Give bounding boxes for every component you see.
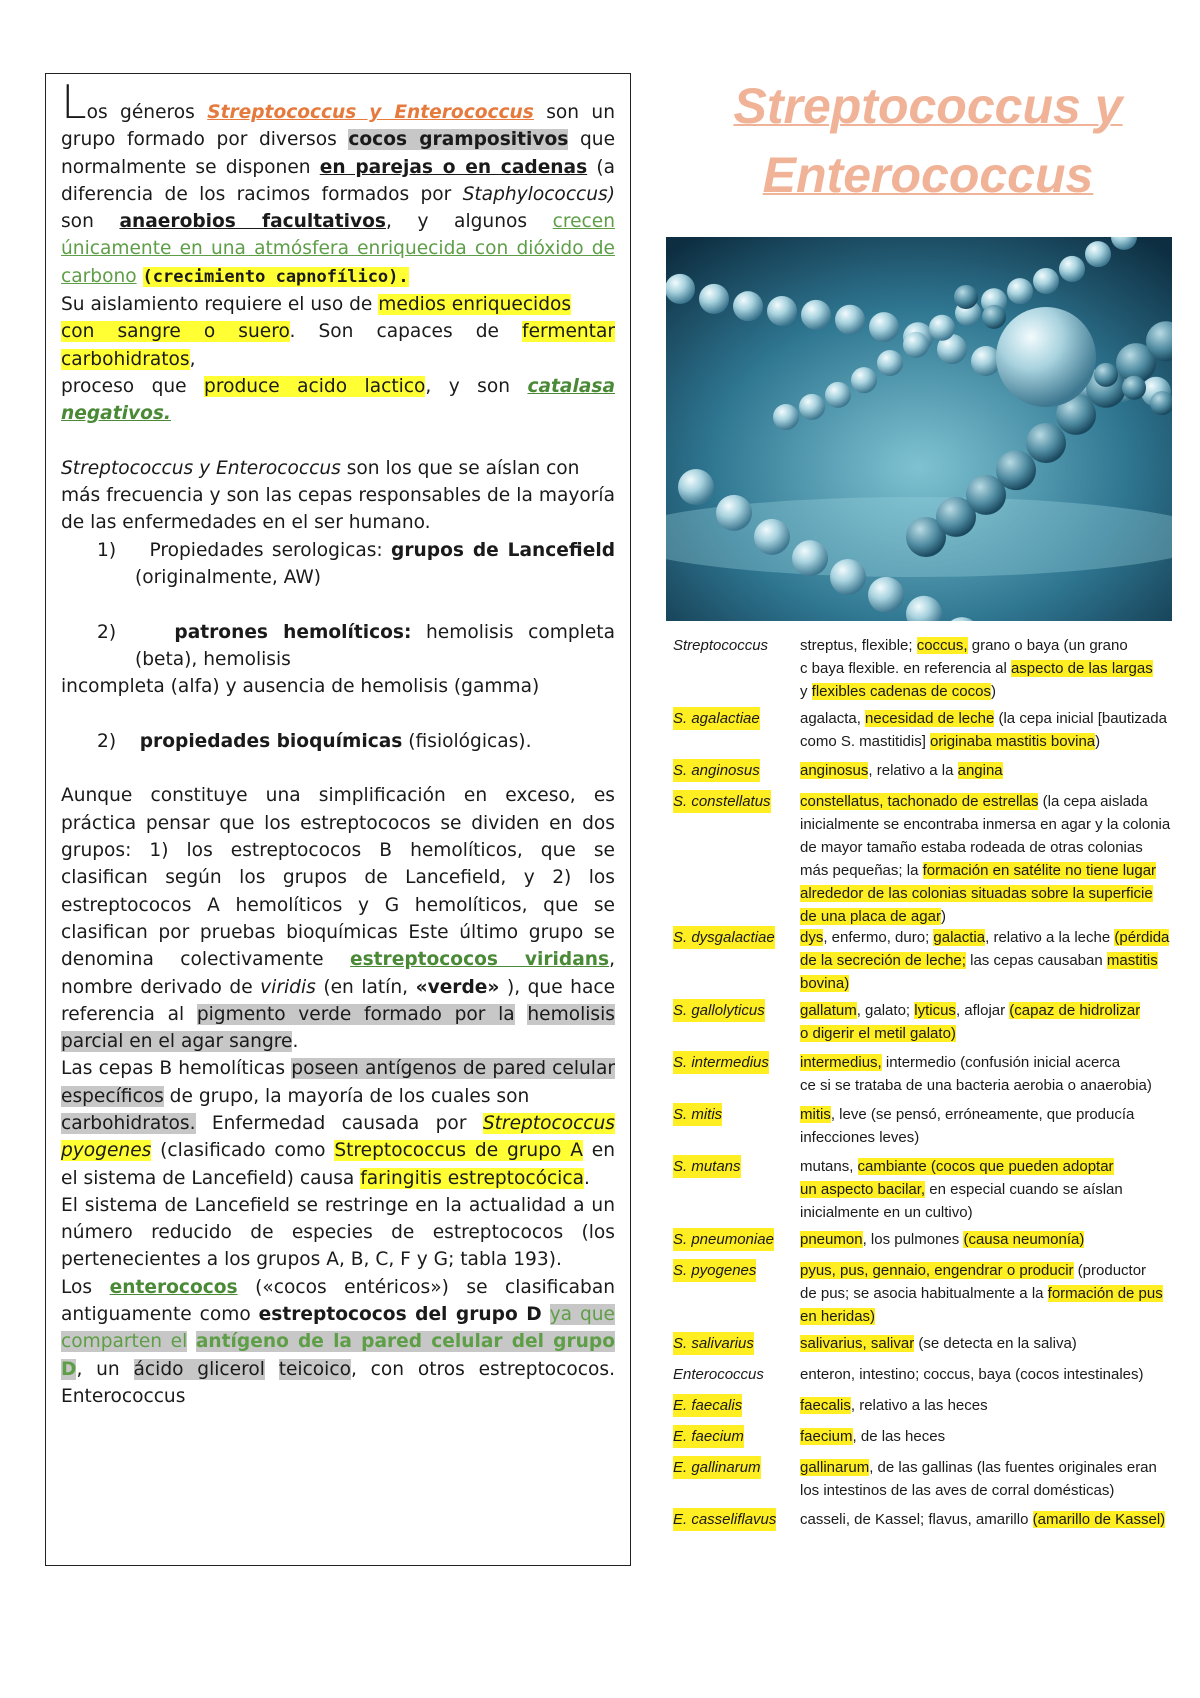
crecen-link[interactable]: crecen únicamente en una atmósfera enriquecida con dióxido de carbono — [61, 211, 616, 287]
species-name: E. gallinarum — [673, 1456, 761, 1479]
coccus-cell — [877, 350, 903, 376]
species-name: E. faecium — [673, 1425, 744, 1448]
coccus-cell — [1059, 256, 1085, 282]
coccus-cell — [825, 382, 851, 408]
definition-line: en heridas) — [800, 1308, 876, 1325]
definition-line: casseli, de Kassel; flavus, amarillo (amarillo de Kassel) — [800, 1511, 1166, 1528]
blank-line — [61, 701, 615, 728]
coccus-cell — [801, 300, 831, 330]
title-line-1: Streptococcus y — [733, 78, 1123, 134]
blank-line — [61, 591, 615, 618]
definition-line: como S. mastitidis] originaba mastitis bovina) — [800, 733, 1101, 750]
text-panel — [45, 73, 631, 1566]
definition-line: y flexibles cadenas de cocos) — [800, 683, 996, 700]
coccus-cell — [1026, 423, 1066, 463]
definition-line: faecium, de las heces — [800, 1428, 946, 1445]
coccus-cell — [954, 285, 978, 309]
page-title — [668, 72, 1188, 210]
definition-line: inicialmente se encontraba inmersa en agar y la colonia — [800, 816, 1171, 833]
species-definition — [800, 1508, 1175, 1531]
species-definition — [800, 1332, 1175, 1355]
coccus-cell — [830, 559, 866, 595]
species-name: S. mitis — [673, 1103, 722, 1126]
definition-line: salivarius, salivar (se detecta en la saliva) — [800, 1335, 1077, 1352]
text-body — [61, 75, 616, 1410]
species-definition — [800, 999, 1175, 1045]
list-item-3: 2) propiedades bioquímicas (fisiológicas). — [97, 730, 532, 752]
catalasa-link[interactable]: catalasa negativos. — [61, 375, 615, 425]
definition-line: infecciones leves) — [800, 1129, 920, 1146]
species-definition — [800, 926, 1175, 995]
blank-line — [61, 428, 615, 455]
species-name: S. anginosus — [673, 759, 760, 782]
list-item-2: 2) patrones hemolíticos: hemolisis completa (beta), hemolisis — [97, 621, 615, 670]
species-definition — [800, 1103, 1175, 1149]
coccus-cell — [767, 296, 797, 326]
drop-cap: L — [61, 75, 87, 129]
definition-line: o digerir el metil galato) — [800, 1025, 956, 1042]
species-name: S. constellatus — [673, 790, 771, 813]
definition-line: ce si se trataba de una bacteria aerobia o anaerobia) — [800, 1077, 1152, 1094]
coccus-cell — [716, 495, 752, 531]
definition-line: anginosus, relativo a la angina — [800, 762, 1003, 779]
coccus-cell — [773, 404, 799, 430]
species-name: S. mutans — [673, 1155, 741, 1178]
coccus-cell — [929, 315, 955, 341]
species-definition — [800, 1394, 1175, 1417]
blank-line — [61, 755, 615, 782]
definition-line: más pequeñas; la formación en satélite no tiene lugar — [800, 862, 1157, 879]
definition-line: de mayor tamaño estaba rodeada de otras colonias — [800, 839, 1143, 856]
species-name: Streptococcus — [673, 637, 769, 654]
coccus-cell — [699, 284, 729, 314]
coccus-cell — [792, 540, 828, 576]
definition-line: agalacta, necesidad de leche (la cepa inicial [bautizada — [800, 710, 1167, 727]
coccus-cell — [851, 367, 877, 393]
species-definition — [800, 707, 1175, 753]
coccus-cell — [1122, 376, 1146, 400]
species-name: Enterococcus — [673, 1366, 764, 1383]
species-name: S. agalactiae — [673, 707, 760, 730]
definition-line: pyus, pus, gennaio, engendrar o producir (productor — [800, 1262, 1147, 1279]
species-definition — [800, 1228, 1175, 1251]
coccus-cell — [869, 312, 899, 342]
coccus-cell — [835, 305, 865, 335]
species-definition — [800, 1425, 1175, 1448]
definition-line: constellatus, tachonado de estrellas (la cepa aislada — [800, 793, 1148, 810]
definition-line: de la secreción de leche; las cepas causaban mastitis — [800, 952, 1158, 969]
definition-line: streptus, flexible; coccus, grano o baya (un grano — [800, 637, 1128, 654]
etymology-table — [648, 628, 1188, 1618]
coccus-cell — [996, 307, 1096, 407]
coccus-cell — [982, 305, 1006, 329]
paragraph-frecuencia: Streptococcus y Enterococcus son los que se aíslan con más frecuencia y son las cepas responsables de la mayoría de las enfermedades en el ser humano. — [61, 457, 615, 534]
species-name: E. casseliflavus — [673, 1508, 776, 1531]
definition-line: pneumon, los pulmones (causa neumonía) — [800, 1231, 1085, 1248]
paragraph-cepas: Las cepas B hemolíticas poseen antígenos de pared celular específicos de grupo, la mayoría de los cuales son carbohidratos. Enfermedad causada por Streptococcus pyogenes (clasificado como Streptococcus de grupo A en el sistema de Lancefield) causa faringitis estreptocócica. — [61, 1058, 616, 1189]
definition-line: los intestinos de las aves de corral domésticas) — [800, 1482, 1115, 1499]
species-definition — [800, 1155, 1175, 1224]
definition-line: mutans, cambiante (cocos que pueden adoptar — [800, 1158, 1114, 1175]
species-definition — [800, 790, 1175, 928]
definition-line: de pus; se asocia habitualmente a la formación de pus — [800, 1285, 1163, 1302]
bacteria-illustration-svg — [666, 237, 1172, 621]
viridans-link[interactable]: estreptococos viridans — [349, 949, 610, 971]
coccus-cell — [868, 577, 904, 613]
species-definition — [800, 1051, 1175, 1097]
species-name: E. faecalis — [673, 1394, 742, 1417]
coccus-cell — [1094, 363, 1118, 387]
definition-line: un aspecto bacilar, en especial cuando se aíslan — [800, 1181, 1123, 1198]
species-name: S. pyogenes — [673, 1259, 756, 1282]
coccus-cell — [996, 450, 1036, 490]
coccus-cell — [666, 274, 695, 304]
paragraph-enterococos: Los enterococos («cocos entéricos») se clasificaban antiguamente como estreptococos del grupo D ya que comparten el antígeno de la pared celular del grupo D, un ácido glicerol teicoico, con otros estreptococos. Enterococcus — [61, 1276, 615, 1407]
enterococos-link[interactable]: enterococos — [109, 1276, 238, 1298]
species-name: S. pneumoniae — [673, 1228, 774, 1251]
paragraph-intro: Los géneros Streptococcus y Enterococcus son un grupo formado por diversos cocos grampositivos que normalmente se disponen en parejas o en cadenas (a diferencia de los racimos formados por Staphylococcus) son anaerobios facultativos, y algunos crecen únicamente en una atmósfera enriquecida con dióxido de carbono (crecimiento capnofílico). — [61, 75, 616, 287]
species-definition — [800, 1363, 1175, 1386]
species-definition — [800, 1456, 1175, 1502]
list-item-1: 1) Propiedades serologicas: grupos de Lancefield (originalmente, AW) — [97, 539, 615, 589]
genus-link[interactable]: Streptococcus y Enterococcus — [207, 102, 534, 123]
species-definition — [800, 1259, 1175, 1328]
species-name: S. dysgalactiae — [673, 926, 775, 949]
paragraph-aislamiento: Su aislamiento requiere el uso de medios enriquecidos con sangre o suero. Son capaces de fermentar carbohidratos, proceso que produce acido lactico, y son catalasa negativos. — [61, 294, 616, 425]
species-name: S. salivarius — [673, 1332, 754, 1355]
coccus-cell — [678, 469, 714, 505]
definition-line: gallinarum, de las gallinas (las fuentes originales eran — [800, 1459, 1157, 1476]
species-name: S. intermedius — [673, 1051, 769, 1074]
coccus-cell — [903, 332, 929, 358]
definition-line: gallatum, galato; lyticus, aflojar (capaz de hidrolizar — [800, 1002, 1141, 1019]
coccus-cell — [1085, 241, 1111, 267]
definition-line: de una placa de agar) — [800, 908, 946, 925]
coccus-cell — [1033, 268, 1059, 294]
paragraph-grupos: Aunque constituye una simplificación en exceso, es práctica pensar que los estreptococos se dividen en dos grupos: 1) los estreptococos B hemolíticos, que se clasifican según los grupos de Lancefield, y 2) los estreptococos A hemolíticos y G hemolíticos, que se clasifican por pruebas bioquímicas Este último grupo se denomina colectivamente estreptococos viridans, nombre derivado de viridis (en latín, «verde» ), que hace referencia al pigmento verde formado por la hemolisis parcial en el agar sangre. — [61, 785, 616, 1053]
definition-line: enteron, intestino; coccus, baya (cocos intestinales) — [800, 1366, 1144, 1383]
definition-line: inicialmente en un cultivo) — [800, 1204, 973, 1221]
species-definition — [800, 759, 1175, 782]
species-name: S. gallolyticus — [673, 999, 765, 1022]
definition-line: bovina) — [800, 975, 850, 992]
coccus-cell — [1007, 278, 1033, 304]
definition-line: dys, enfermo, duro; galactia, relativo a la leche (pérdida — [800, 929, 1170, 946]
definition-line: c baya flexible. en referencia al aspecto de las largas — [800, 660, 1153, 677]
coccus-cell — [754, 519, 790, 555]
definition-line: faecalis, relativo a las heces — [800, 1397, 988, 1414]
paragraph-lancefield: El sistema de Lancefield se restringe en la actualidad a un número reducido de especies de estreptococos (los pertenecientes a los grupos A, B, C, F y G; tabla 193). — [61, 1194, 615, 1271]
coccus-cell — [799, 394, 825, 420]
definition-line: alrededor de las colonias situadas sobre la superficie — [800, 885, 1153, 902]
definition-line: intermedius, intermedio (confusión inicial acerca — [800, 1054, 1121, 1071]
list-item-2-continued: incompleta (alfa) y ausencia de hemolisis (gamma) — [61, 676, 540, 698]
definition-line: mitis, leve (se pensó, erróneamente, que producía — [800, 1106, 1135, 1123]
bacteria-chain-illustration — [666, 237, 1172, 621]
species-definition — [800, 634, 1175, 703]
title-line-2: Enterococcus — [762, 147, 1094, 203]
coccus-cell — [733, 291, 763, 321]
